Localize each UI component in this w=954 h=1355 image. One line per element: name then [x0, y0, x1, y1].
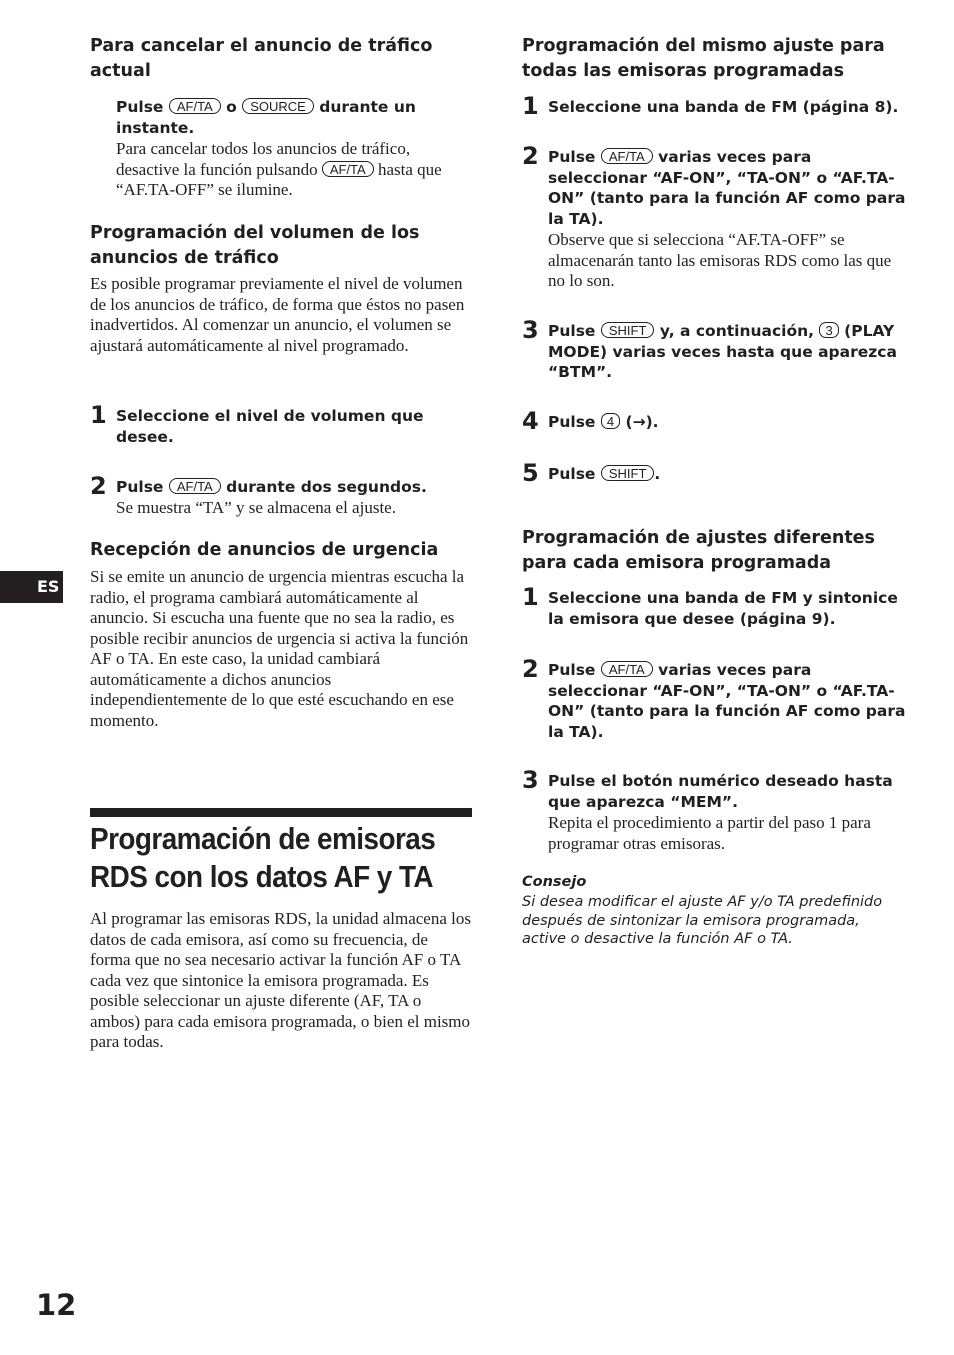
- key-3: 3: [819, 322, 838, 338]
- page-heading: [90, 820, 443, 896]
- instruction-rest: durante un instante.: [116, 98, 416, 137]
- tip-title: Consejo: [522, 874, 587, 890]
- paragraph-emergency: Si se emite un anuncio de urgencia mientras escucha la radio, el programa cambiará automáticamente al anuncio. Si escucha una fuente que no sea la radio, es posible recibir anuncios de urgencia si activa la función AF o TA. En este caso, la unidad cambiará automáticamente a dichos anuncios independientemente de lo que esté escuchando en ese momento.: [90, 567, 469, 730]
- step-number: 2: [522, 655, 539, 683]
- instruction-select-fm: Seleccione una banda de FM (página 8).: [548, 98, 899, 116]
- section-title-different-settings: Programación de ajustes diferentes para cada emisora programada: [522, 528, 875, 573]
- page-heading-line2: RDS con los datos AF y TA: [90, 859, 434, 894]
- step-number: 2: [522, 142, 539, 170]
- instruction-pulse: Pulse: [548, 465, 596, 483]
- instruction-mid: y, a continuación,: [659, 322, 815, 340]
- language-tab: ES: [0, 571, 63, 603]
- note-cancel-all: [116, 139, 476, 201]
- instruction-pulse: Pulse: [548, 148, 596, 166]
- instruction-rest: durante dos segundos.: [226, 478, 427, 496]
- step-number: 1: [522, 92, 539, 120]
- step-number: 3: [522, 316, 539, 344]
- key-af-ta: AF/TA: [169, 98, 221, 114]
- instruction-rest: (→).: [625, 413, 659, 431]
- paragraph-traffic-volume: Es posible programar previamente el nivel de volumen de los anuncios de tráfico, de forma que éstos no pasen inadvertidos. Al comenzar un anuncio, el volumen se ajustará automáticamente al nivel programado.: [90, 274, 465, 355]
- paragraph-rds-programming: Al programar las emisoras RDS, la unidad almacena los datos de cada emisora, así como su frecuencia, de forma que no sea necesario activar la función AF o TA cada vez que sintonice la emisora programada. Es posible seleccionar un ajuste diferente (AF, TA o ambos) para cada emisora programada, o bien el mismo para todas.: [90, 909, 471, 1051]
- step-number: 4: [522, 407, 539, 435]
- instruction-or: o: [226, 98, 237, 116]
- instruction-press-4: [548, 412, 906, 433]
- section-title-same-setting: Programación del mismo ajuste para todas las emisoras programadas: [522, 36, 885, 81]
- instruction-cancel: [116, 97, 472, 138]
- note-part2: hasta que “AF.TA-OFF” se ilumine.: [116, 159, 442, 199]
- key-shift: SHIFT: [601, 465, 655, 481]
- note-af-ta-off: Observe que si selecciona “AF.TA-OFF” se almacenarán tanto las emisoras RDS como las que no lo son.: [548, 230, 892, 290]
- key-af-ta: AF/TA: [601, 148, 653, 164]
- note-part1: Para cancelar todos los anuncios de tráfico, desactive la función pulsando: [116, 139, 411, 179]
- instruction-pulse: Pulse: [116, 98, 164, 116]
- section-rule: [90, 808, 472, 817]
- tip-text: Si desea modificar el ajuste AF y/o TA predefinido después de sintonizar la emisora programada, active o desactive la función AF o TA.: [522, 894, 883, 947]
- instruction-rest: varias veces para seleccionar “AF-ON”, “TA-ON” o “AF.TA-ON” (tanto para la función AF como para la TA).: [548, 661, 906, 741]
- instruction-rest: (PLAY MODE) varias veces hasta que aparezca “BTM”.: [548, 322, 897, 381]
- key-af-ta: AF/TA: [601, 661, 653, 677]
- key-af-ta: AF/TA: [322, 161, 374, 177]
- instruction-press-shift: [548, 464, 906, 485]
- key-af-ta: AF/TA: [169, 478, 221, 494]
- instruction-tune-station: Seleccione una banda de FM y sintonice la emisora que desee (página 9).: [548, 589, 898, 628]
- instruction-press-number: Pulse el botón numérico deseado hasta que aparezca “MEM”.: [548, 772, 893, 811]
- instruction-select-volume: Seleccione el nivel de volumen que desee.: [116, 407, 424, 446]
- key-4: 4: [601, 413, 620, 429]
- note-repeat: Repita el procedimiento a partir del paso 1 para programar otras emisoras.: [548, 813, 871, 853]
- instruction-pulse: Pulse: [116, 478, 164, 496]
- step-number: 1: [90, 401, 107, 429]
- step-number: 5: [522, 459, 539, 487]
- page-number: 12: [36, 1288, 77, 1322]
- page-heading-line1: Programación de emisoras: [90, 821, 436, 856]
- instruction-pulse: Pulse: [548, 322, 596, 340]
- note-ta-stored: Se muestra “TA” y se almacena el ajuste.: [116, 498, 396, 517]
- section-title-traffic-volume: Programación del volumen de los anuncios de tráfico: [90, 223, 420, 268]
- step-number: 3: [522, 766, 539, 794]
- instruction-press-af-ta: [116, 477, 472, 498]
- instruction-rest: varias veces para seleccionar “AF-ON”, “TA-ON” o “AF.TA-ON” (tanto para la función AF como para la TA).: [548, 148, 906, 228]
- instruction-shift-3: [548, 321, 906, 383]
- key-source: SOURCE: [242, 98, 314, 114]
- instruction-press-af-ta: [548, 147, 906, 229]
- key-shift: SHIFT: [601, 322, 655, 338]
- instruction-rest: .: [654, 465, 661, 483]
- instruction-pulse: Pulse: [548, 413, 596, 431]
- step-number: 2: [90, 472, 107, 500]
- section-title-emergency: Recepción de anuncios de urgencia: [90, 540, 439, 560]
- instruction-pulse: Pulse: [548, 661, 596, 679]
- instruction-press-af-ta: [548, 660, 906, 742]
- section-title-cancel-traffic: Para cancelar el anuncio de tráfico actual: [90, 36, 433, 81]
- step-number: 1: [522, 583, 539, 611]
